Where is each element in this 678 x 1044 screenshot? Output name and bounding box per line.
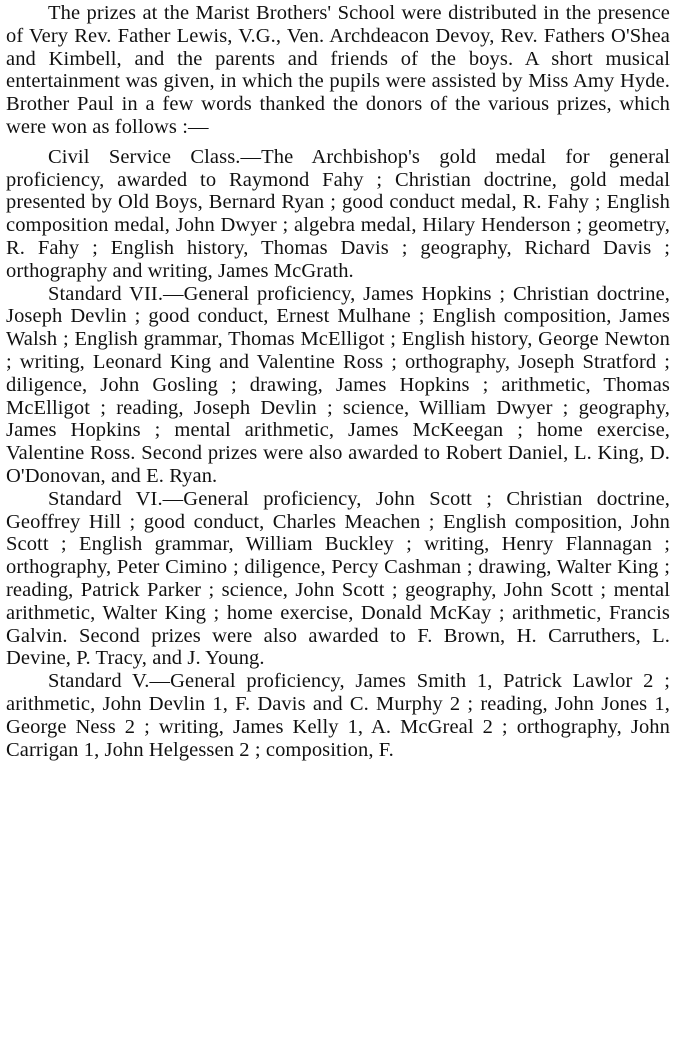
article-paragraph-standard-vii: Standard VII.—General proficiency, James Hopkins ; Christian doctrine, Joseph Devlin ; good conduct, Ernest Mulhane ; English composition, James Walsh ; English grammar, Thomas McElligot ; English history, George Newton ; writing, Leonard King and Valentine Ross ; orthography, Joseph Stratford ; diligence, John Gosling ; drawing, James Hopkins ; arithmetic, Thomas McElligot ; reading, Joseph Devlin ; science, William Dwyer ; geography, James Hopkins ; mental arithmetic, James McKeegan ; home exercise, Valentine Ross. Second prizes were also awarded to Robert Daniel, L. King, D. O'Donovan, and E. Ryan. (6, 282, 670, 487)
article-paragraph-standard-vi: Standard VI.—General proficiency, John Scott ; Christian doctrine, Geoffrey Hill ; good conduct, Charles Meachen ; English composition, John Scott ; English grammar, William Buckley ; writing, Henry Flannagan ; orthography, Peter Cimino ; diligence, Percy Cashman ; drawing, Walter King ; reading, Patrick Parker ; science, John Scott ; geography, John Scott ; mental arithmetic, Walter King ; home exercise, Donald McKay ; arithmetic, Francis Galvin. Second prizes were also awarded to F. Brown, H. Carruthers, L. Devine, P. Tracy, and J. Young. (6, 487, 670, 670)
article-paragraph-standard-v: Standard V.—General proficiency, James Smith 1, Patrick Lawlor 2 ; arithmetic, John Devlin 1, F. Davis and C. Murphy 2 ; reading, John Jones 1, George Ness 2 ; writing, James Kelly 1, A. McGreal 2 ; orthography, John Carrigan 1, John Helgessen 2 ; composition, F. (6, 670, 670, 761)
article-paragraph-intro: The prizes at the Marist Brothers' School were distributed in the presence of Very Rev. Father Lewis, V.G., Ven. Archdeacon Devoy, Rev. Fathers O'Shea and Kimbell, and the parents and friends of the boys. A short musical entertainment was given, in which the pupils were assisted by Miss Amy Hyde. Brother Paul in a few words thanked the donors of the various prizes, which were won as follows :— (6, 2, 670, 138)
article-paragraph-civil-service-class: Civil Service Class.—The Archbishop's gold medal for general proficiency, awarded to Raymond Fahy ; Christian doctrine, gold medal presented by Old Boys, Bernard Ryan ; good conduct medal, R. Fahy ; English composition medal, John Dwyer ; algebra medal, Hilary Henderson ; geometry, R. Fahy ; English history, Thomas Davis ; geography, Richard Davis ; orthography and writing, James McGrath. (6, 145, 670, 282)
newspaper-article (6, 2, 670, 761)
